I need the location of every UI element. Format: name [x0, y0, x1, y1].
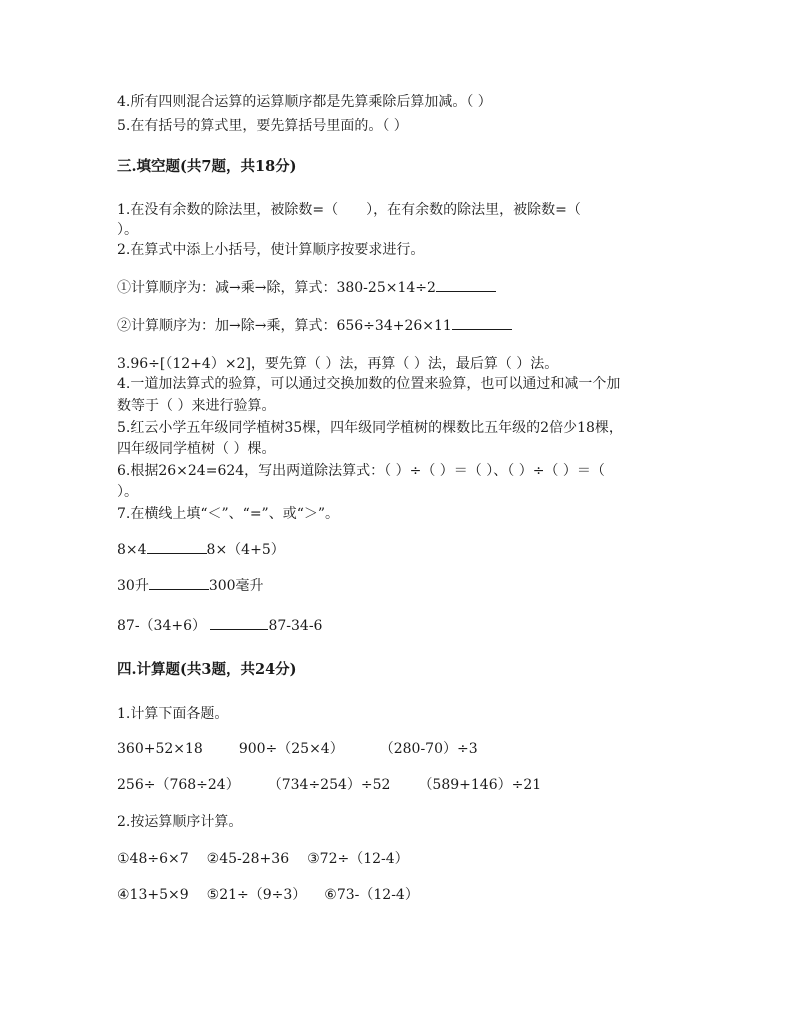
fill-question-7: 7.在横线上填“＜”、“=”、或“＞”。 [117, 506, 340, 522]
answer-blank[interactable] [147, 541, 207, 554]
compare-left: 8×4 [117, 542, 147, 558]
fill-question-2-a-text: ①计算顺序为：减→乘→除，算式：380-25×14÷2 [117, 280, 436, 296]
expression: （589+146）÷21 [418, 777, 542, 793]
fill-question-4-line-1: 4.一道加法算式的验算，可以通过交换加数的位置来验算，也可以通过和减一个加 [117, 376, 621, 392]
expression: ③72÷（12-4） [307, 851, 409, 867]
fill-question-6-line-1: 6.根据26×24=624，写出两道除法算式：（ ）÷（ ）＝（ ）、（ ）÷（ ）＝（ [117, 463, 605, 479]
expression: （734÷254）÷52 [267, 777, 391, 793]
calc-row-1 [117, 740, 478, 758]
fill-question-3: 3.96÷[（12+4）×2]，要先算（ ）法，再算（ ）法，最后算（ ）法。 [117, 356, 559, 372]
fill-question-2-b-text: ②计算顺序为：加→除→乘，算式：656÷34+26×11 [117, 318, 452, 334]
fill-question-5-line-1: 5.红云小学五年级同学植树35棵，四年级同学植树的棵数比五年级的2倍少18棵， [117, 420, 623, 436]
expression: 256÷（768÷24） [117, 777, 240, 793]
expression: ②45-28+36 [206, 851, 290, 867]
fill-question-4-line-2: 数等于（ ）来进行验算。 [117, 398, 276, 414]
compare-left: 30升 [117, 578, 149, 594]
fill-question-6-line-2: ）。 [117, 484, 138, 500]
compare-left: 87-（34+6） [117, 618, 206, 634]
fill-question-2-a [117, 279, 496, 297]
answer-blank[interactable] [436, 279, 496, 292]
calc-question-2: 2.按运算顺序计算。 [117, 814, 243, 830]
fill-question-2: 2.在算式中添上小括号，使计算顺序按要求进行。 [117, 242, 425, 258]
fill-question-2-b [117, 317, 512, 335]
compare-row-2 [117, 577, 264, 595]
compare-row-3 [117, 617, 322, 635]
answer-blank[interactable] [210, 617, 268, 630]
compare-row-1 [117, 541, 285, 559]
fill-question-1-line-2: ）。 [117, 222, 138, 238]
section-3-title: 三.填空题(共7题，共18分) [117, 158, 297, 175]
expression: ①48÷6×7 [117, 851, 189, 867]
calc-row-2 [117, 776, 541, 794]
answer-blank[interactable] [452, 317, 512, 330]
compare-right: 300毫升 [208, 578, 264, 594]
calc-row-3 [117, 850, 409, 868]
section-4-title: 四.计算题(共3题，共24分) [117, 661, 297, 678]
answer-blank[interactable] [149, 577, 209, 590]
expression: ⑥73-（12-4） [324, 887, 419, 903]
judge-question-5: 5.在有括号的算式里，要先算括号里面的。（ ） [117, 118, 408, 134]
expression: （280-70）÷3 [379, 741, 478, 757]
expression: ⑤21÷（9÷3） [206, 887, 307, 903]
expression: 360+52×18 [117, 741, 203, 757]
calc-question-1: 1.计算下面各题。 [117, 706, 229, 722]
expression: 900÷（25×4） [238, 741, 344, 757]
fill-question-1-line-1: 1.在没有余数的除法里，被除数=（ ），在有余数的除法里，被除数=（ [117, 202, 581, 218]
judge-question-4: 4.所有四则混合运算的运算顺序都是先算乘除后算加减。（ ） [117, 94, 492, 110]
compare-right: 8×（4+5） [206, 542, 285, 558]
expression: ④13+5×9 [117, 887, 189, 903]
fill-question-5-line-2: 四年级同学植树（ ）棵。 [117, 441, 276, 457]
calc-row-4 [117, 886, 419, 904]
compare-right: 87-34-6 [268, 618, 323, 634]
